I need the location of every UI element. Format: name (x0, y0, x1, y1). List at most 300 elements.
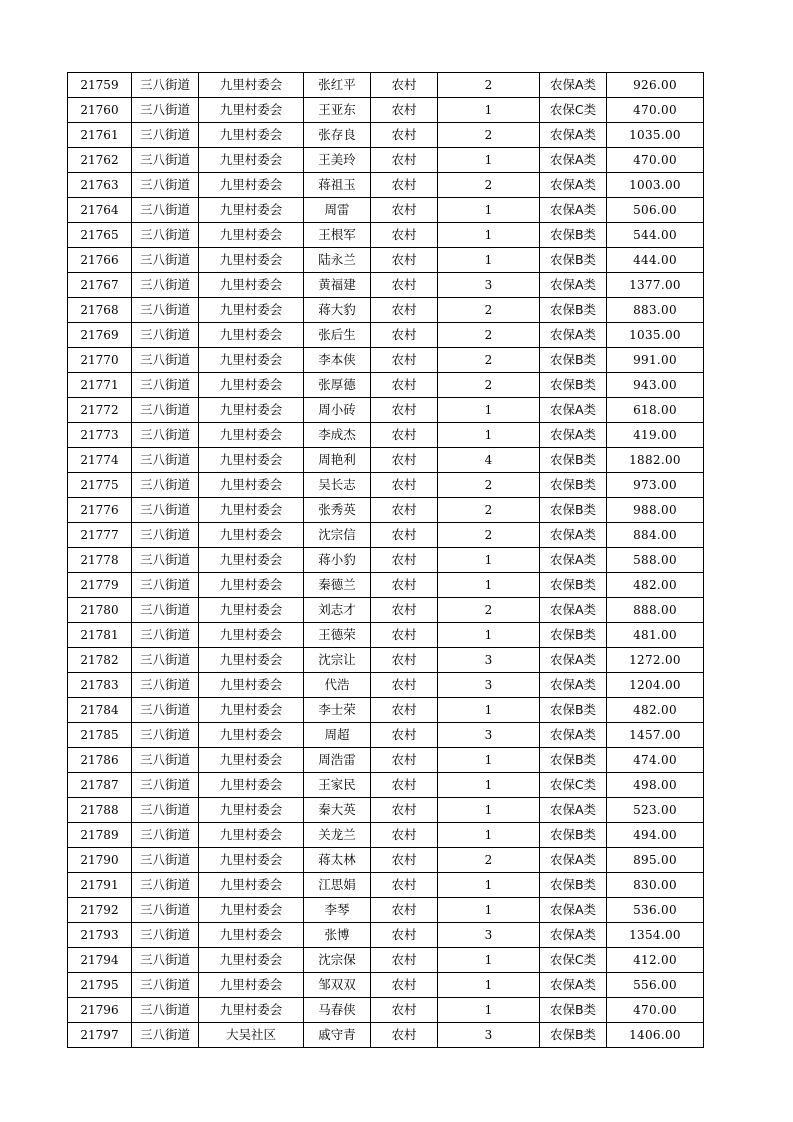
street-cell: 三八街道 (132, 673, 199, 698)
amount-cell: 482.00 (607, 573, 704, 598)
household-size-cell: 1 (438, 248, 540, 273)
street-cell: 三八街道 (132, 1023, 199, 1048)
insurance-type-cell: 农保A类 (540, 973, 607, 998)
amount-cell: 884.00 (607, 523, 704, 548)
household-size-cell: 1 (438, 748, 540, 773)
record-id-cell: 21780 (68, 598, 132, 623)
street-cell: 三八街道 (132, 998, 199, 1023)
area-type-cell: 农村 (371, 598, 438, 623)
area-type-cell: 农村 (371, 523, 438, 548)
committee-cell: 九里村委会 (199, 198, 304, 223)
name-cell: 周浩雷 (304, 748, 371, 773)
insurance-type-cell: 农保A类 (540, 148, 607, 173)
household-size-cell: 1 (438, 623, 540, 648)
area-type-cell: 农村 (371, 73, 438, 98)
committee-cell: 九里村委会 (199, 898, 304, 923)
record-id-cell: 21783 (68, 673, 132, 698)
street-cell: 三八街道 (132, 373, 199, 398)
record-id-cell: 21792 (68, 898, 132, 923)
household-size-cell: 1 (438, 798, 540, 823)
name-cell: 邹双双 (304, 973, 371, 998)
table-row (68, 473, 704, 498)
insurance-type-cell: 农保B类 (540, 298, 607, 323)
household-size-cell: 1 (438, 973, 540, 998)
insurance-type-cell: 农保A类 (540, 398, 607, 423)
street-cell: 三八街道 (132, 173, 199, 198)
committee-cell: 九里村委会 (199, 173, 304, 198)
area-type-cell: 农村 (371, 323, 438, 348)
table-row (68, 373, 704, 398)
name-cell: 王根军 (304, 223, 371, 248)
insurance-type-cell: 农保B类 (540, 998, 607, 1023)
committee-cell: 九里村委会 (199, 673, 304, 698)
committee-cell: 九里村委会 (199, 948, 304, 973)
area-type-cell: 农村 (371, 273, 438, 298)
amount-cell: 412.00 (607, 948, 704, 973)
insurance-type-cell: 农保B类 (540, 448, 607, 473)
amount-cell: 943.00 (607, 373, 704, 398)
area-type-cell: 农村 (371, 248, 438, 273)
table-row (68, 698, 704, 723)
street-cell: 三八街道 (132, 473, 199, 498)
amount-cell: 481.00 (607, 623, 704, 648)
name-cell: 蒋小豹 (304, 548, 371, 573)
insurance-type-cell: 农保B类 (540, 573, 607, 598)
amount-cell: 544.00 (607, 223, 704, 248)
name-cell: 王家民 (304, 773, 371, 798)
area-type-cell: 农村 (371, 798, 438, 823)
amount-cell: 498.00 (607, 773, 704, 798)
record-id-cell: 21777 (68, 523, 132, 548)
street-cell: 三八街道 (132, 823, 199, 848)
area-type-cell: 农村 (371, 573, 438, 598)
street-cell: 三八街道 (132, 723, 199, 748)
table-row (68, 398, 704, 423)
amount-cell: 470.00 (607, 98, 704, 123)
street-cell: 三八街道 (132, 873, 199, 898)
record-id-cell: 21776 (68, 498, 132, 523)
name-cell: 周雷 (304, 198, 371, 223)
area-type-cell: 农村 (371, 173, 438, 198)
insurance-type-cell: 农保A类 (540, 123, 607, 148)
household-size-cell: 3 (438, 923, 540, 948)
household-size-cell: 1 (438, 698, 540, 723)
name-cell: 张存良 (304, 123, 371, 148)
record-id-cell: 21784 (68, 698, 132, 723)
household-size-cell: 1 (438, 948, 540, 973)
street-cell: 三八街道 (132, 898, 199, 923)
insurance-type-cell: 农保B类 (540, 698, 607, 723)
table-row (68, 998, 704, 1023)
amount-cell: 1406.00 (607, 1023, 704, 1048)
insurance-type-cell: 农保A类 (540, 598, 607, 623)
street-cell: 三八街道 (132, 773, 199, 798)
table-row (68, 823, 704, 848)
street-cell: 三八街道 (132, 798, 199, 823)
area-type-cell: 农村 (371, 648, 438, 673)
household-size-cell: 2 (438, 498, 540, 523)
table-row (68, 148, 704, 173)
street-cell: 三八街道 (132, 323, 199, 348)
household-size-cell: 4 (438, 448, 540, 473)
household-size-cell: 2 (438, 348, 540, 373)
name-cell: 王亚东 (304, 98, 371, 123)
amount-cell: 926.00 (607, 73, 704, 98)
area-type-cell: 农村 (371, 848, 438, 873)
household-size-cell: 1 (438, 873, 540, 898)
area-type-cell: 农村 (371, 898, 438, 923)
record-id-cell: 21781 (68, 623, 132, 648)
insurance-type-cell: 农保B类 (540, 248, 607, 273)
name-cell: 秦大英 (304, 798, 371, 823)
area-type-cell: 农村 (371, 548, 438, 573)
table-row (68, 223, 704, 248)
amount-cell: 1204.00 (607, 673, 704, 698)
household-size-cell: 2 (438, 123, 540, 148)
area-type-cell: 农村 (371, 998, 438, 1023)
amount-cell: 494.00 (607, 823, 704, 848)
table-row (68, 773, 704, 798)
table-row (68, 298, 704, 323)
insurance-type-cell: 农保B类 (540, 623, 607, 648)
amount-cell: 830.00 (607, 873, 704, 898)
committee-cell: 九里村委会 (199, 248, 304, 273)
amount-cell: 991.00 (607, 348, 704, 373)
amount-cell: 1377.00 (607, 273, 704, 298)
street-cell: 三八街道 (132, 548, 199, 573)
household-size-cell: 3 (438, 1023, 540, 1048)
committee-cell: 九里村委会 (199, 748, 304, 773)
amount-cell: 419.00 (607, 423, 704, 448)
table-row (68, 798, 704, 823)
committee-cell: 九里村委会 (199, 123, 304, 148)
street-cell: 三八街道 (132, 123, 199, 148)
committee-cell: 九里村委会 (199, 273, 304, 298)
household-size-cell: 1 (438, 98, 540, 123)
street-cell: 三八街道 (132, 498, 199, 523)
household-size-cell: 1 (438, 823, 540, 848)
insurance-type-cell: 农保B类 (540, 348, 607, 373)
data-table (67, 72, 704, 1048)
street-cell: 三八街道 (132, 623, 199, 648)
record-id-cell: 21796 (68, 998, 132, 1023)
table-row (68, 323, 704, 348)
committee-cell: 九里村委会 (199, 623, 304, 648)
table-row (68, 598, 704, 623)
committee-cell: 九里村委会 (199, 398, 304, 423)
household-size-cell: 2 (438, 73, 540, 98)
area-type-cell: 农村 (371, 723, 438, 748)
table-row (68, 623, 704, 648)
amount-cell: 1035.00 (607, 323, 704, 348)
amount-cell: 1457.00 (607, 723, 704, 748)
area-type-cell: 农村 (371, 123, 438, 148)
insurance-type-cell: 农保A类 (540, 73, 607, 98)
record-id-cell: 21785 (68, 723, 132, 748)
record-id-cell: 21770 (68, 348, 132, 373)
name-cell: 黄福建 (304, 273, 371, 298)
name-cell: 李本侠 (304, 348, 371, 373)
area-type-cell: 农村 (371, 923, 438, 948)
area-type-cell: 农村 (371, 773, 438, 798)
insurance-type-cell: 农保A类 (540, 323, 607, 348)
insurance-type-cell: 农保B类 (540, 873, 607, 898)
amount-cell: 444.00 (607, 248, 704, 273)
committee-cell: 九里村委会 (199, 798, 304, 823)
committee-cell: 九里村委会 (199, 448, 304, 473)
household-size-cell: 2 (438, 473, 540, 498)
household-size-cell: 2 (438, 173, 540, 198)
table-row (68, 923, 704, 948)
name-cell: 代浩 (304, 673, 371, 698)
street-cell: 三八街道 (132, 848, 199, 873)
amount-cell: 523.00 (607, 798, 704, 823)
area-type-cell: 农村 (371, 748, 438, 773)
insurance-type-cell: 农保A类 (540, 648, 607, 673)
name-cell: 蒋太林 (304, 848, 371, 873)
street-cell: 三八街道 (132, 448, 199, 473)
street-cell: 三八街道 (132, 748, 199, 773)
household-size-cell: 2 (438, 523, 540, 548)
amount-cell: 883.00 (607, 298, 704, 323)
name-cell: 戚守青 (304, 1023, 371, 1048)
name-cell: 马春侠 (304, 998, 371, 1023)
insurance-type-cell: 农保B类 (540, 1023, 607, 1048)
street-cell: 三八街道 (132, 523, 199, 548)
record-id-cell: 21765 (68, 223, 132, 248)
household-size-cell: 1 (438, 898, 540, 923)
record-id-cell: 21786 (68, 748, 132, 773)
record-id-cell: 21772 (68, 398, 132, 423)
name-cell: 张后生 (304, 323, 371, 348)
committee-cell: 大吴社区 (199, 1023, 304, 1048)
committee-cell: 九里村委会 (199, 223, 304, 248)
name-cell: 李士荣 (304, 698, 371, 723)
street-cell: 三八街道 (132, 298, 199, 323)
record-id-cell: 21771 (68, 373, 132, 398)
area-type-cell: 农村 (371, 348, 438, 373)
street-cell: 三八街道 (132, 698, 199, 723)
insurance-type-cell: 农保B类 (540, 823, 607, 848)
name-cell: 张红平 (304, 73, 371, 98)
table-row (68, 348, 704, 373)
name-cell: 江思娟 (304, 873, 371, 898)
table-row (68, 123, 704, 148)
amount-cell: 482.00 (607, 698, 704, 723)
area-type-cell: 农村 (371, 823, 438, 848)
amount-cell: 1003.00 (607, 173, 704, 198)
household-size-cell: 1 (438, 423, 540, 448)
household-size-cell: 1 (438, 148, 540, 173)
committee-cell: 九里村委会 (199, 98, 304, 123)
area-type-cell: 农村 (371, 373, 438, 398)
name-cell: 蒋大豹 (304, 298, 371, 323)
street-cell: 三八街道 (132, 273, 199, 298)
committee-cell: 九里村委会 (199, 73, 304, 98)
record-id-cell: 21791 (68, 873, 132, 898)
amount-cell: 1035.00 (607, 123, 704, 148)
committee-cell: 九里村委会 (199, 698, 304, 723)
table-body (68, 73, 704, 1048)
record-id-cell: 21769 (68, 323, 132, 348)
street-cell: 三八街道 (132, 573, 199, 598)
street-cell: 三八街道 (132, 223, 199, 248)
committee-cell: 九里村委会 (199, 423, 304, 448)
amount-cell: 895.00 (607, 848, 704, 873)
record-id-cell: 21763 (68, 173, 132, 198)
area-type-cell: 农村 (371, 673, 438, 698)
record-id-cell: 21778 (68, 548, 132, 573)
record-id-cell: 21764 (68, 198, 132, 223)
record-id-cell: 21775 (68, 473, 132, 498)
area-type-cell: 农村 (371, 298, 438, 323)
insurance-type-cell: 农保B类 (540, 748, 607, 773)
committee-cell: 九里村委会 (199, 498, 304, 523)
area-type-cell: 农村 (371, 148, 438, 173)
table-row (68, 98, 704, 123)
committee-cell: 九里村委会 (199, 648, 304, 673)
street-cell: 三八街道 (132, 348, 199, 373)
household-size-cell: 3 (438, 648, 540, 673)
insurance-type-cell: 农保A类 (540, 848, 607, 873)
name-cell: 吴长志 (304, 473, 371, 498)
committee-cell: 九里村委会 (199, 773, 304, 798)
record-id-cell: 21774 (68, 448, 132, 473)
amount-cell: 888.00 (607, 598, 704, 623)
table-row (68, 548, 704, 573)
street-cell: 三八街道 (132, 73, 199, 98)
name-cell: 关龙兰 (304, 823, 371, 848)
household-size-cell: 3 (438, 723, 540, 748)
committee-cell: 九里村委会 (199, 548, 304, 573)
insurance-type-cell: 农保A类 (540, 198, 607, 223)
household-size-cell: 1 (438, 573, 540, 598)
insurance-type-cell: 农保A类 (540, 898, 607, 923)
amount-cell: 1882.00 (607, 448, 704, 473)
area-type-cell: 农村 (371, 498, 438, 523)
area-type-cell: 农村 (371, 948, 438, 973)
name-cell: 陆永兰 (304, 248, 371, 273)
insurance-type-cell: 农保C类 (540, 773, 607, 798)
area-type-cell: 农村 (371, 223, 438, 248)
committee-cell: 九里村委会 (199, 923, 304, 948)
area-type-cell: 农村 (371, 398, 438, 423)
street-cell: 三八街道 (132, 598, 199, 623)
household-size-cell: 1 (438, 773, 540, 798)
name-cell: 王美玲 (304, 148, 371, 173)
name-cell: 周超 (304, 723, 371, 748)
street-cell: 三八街道 (132, 973, 199, 998)
household-size-cell: 2 (438, 323, 540, 348)
street-cell: 三八街道 (132, 923, 199, 948)
household-size-cell: 2 (438, 848, 540, 873)
household-size-cell: 1 (438, 223, 540, 248)
committee-cell: 九里村委会 (199, 973, 304, 998)
table-row (68, 748, 704, 773)
committee-cell: 九里村委会 (199, 473, 304, 498)
table-row (68, 498, 704, 523)
record-id-cell: 21779 (68, 573, 132, 598)
area-type-cell: 农村 (371, 973, 438, 998)
table-row (68, 873, 704, 898)
insurance-type-cell: 农保A类 (540, 523, 607, 548)
street-cell: 三八街道 (132, 423, 199, 448)
committee-cell: 九里村委会 (199, 998, 304, 1023)
amount-cell: 470.00 (607, 148, 704, 173)
record-id-cell: 21795 (68, 973, 132, 998)
area-type-cell: 农村 (371, 198, 438, 223)
table-row (68, 273, 704, 298)
table-row (68, 423, 704, 448)
amount-cell: 988.00 (607, 498, 704, 523)
insurance-type-cell: 农保C类 (540, 98, 607, 123)
table-row (68, 648, 704, 673)
name-cell: 沈宗让 (304, 648, 371, 673)
record-id-cell: 21767 (68, 273, 132, 298)
name-cell: 蒋祖玉 (304, 173, 371, 198)
name-cell: 王德荣 (304, 623, 371, 648)
insurance-type-cell: 农保A类 (540, 548, 607, 573)
household-size-cell: 1 (438, 548, 540, 573)
amount-cell: 973.00 (607, 473, 704, 498)
area-type-cell: 农村 (371, 473, 438, 498)
area-type-cell: 农村 (371, 423, 438, 448)
insurance-type-cell: 农保A类 (540, 723, 607, 748)
insurance-type-cell: 农保B类 (540, 498, 607, 523)
table-row (68, 898, 704, 923)
record-id-cell: 21773 (68, 423, 132, 448)
table-row (68, 198, 704, 223)
amount-cell: 556.00 (607, 973, 704, 998)
table-row (68, 673, 704, 698)
table-row (68, 948, 704, 973)
name-cell: 李琴 (304, 898, 371, 923)
name-cell: 周小砖 (304, 398, 371, 423)
insurance-type-cell: 农保A类 (540, 173, 607, 198)
insurance-type-cell: 农保B类 (540, 373, 607, 398)
committee-cell: 九里村委会 (199, 873, 304, 898)
insurance-type-cell: 农保B类 (540, 223, 607, 248)
record-id-cell: 21789 (68, 823, 132, 848)
insurance-type-cell: 农保A类 (540, 798, 607, 823)
record-id-cell: 21787 (68, 773, 132, 798)
name-cell: 张秀英 (304, 498, 371, 523)
committee-cell: 九里村委会 (199, 348, 304, 373)
table-row (68, 173, 704, 198)
area-type-cell: 农村 (371, 1023, 438, 1048)
record-id-cell: 21794 (68, 948, 132, 973)
table-row (68, 523, 704, 548)
name-cell: 沈宗保 (304, 948, 371, 973)
area-type-cell: 农村 (371, 873, 438, 898)
amount-cell: 474.00 (607, 748, 704, 773)
street-cell: 三八街道 (132, 398, 199, 423)
street-cell: 三八街道 (132, 648, 199, 673)
street-cell: 三八街道 (132, 248, 199, 273)
household-size-cell: 1 (438, 998, 540, 1023)
street-cell: 三八街道 (132, 148, 199, 173)
insurance-type-cell: 农保A类 (540, 273, 607, 298)
name-cell: 李成杰 (304, 423, 371, 448)
record-id-cell: 21762 (68, 148, 132, 173)
record-id-cell: 21790 (68, 848, 132, 873)
insurance-type-cell: 农保A类 (540, 423, 607, 448)
table-row (68, 73, 704, 98)
area-type-cell: 农村 (371, 98, 438, 123)
table-row (68, 448, 704, 473)
amount-cell: 618.00 (607, 398, 704, 423)
record-id-cell: 21766 (68, 248, 132, 273)
